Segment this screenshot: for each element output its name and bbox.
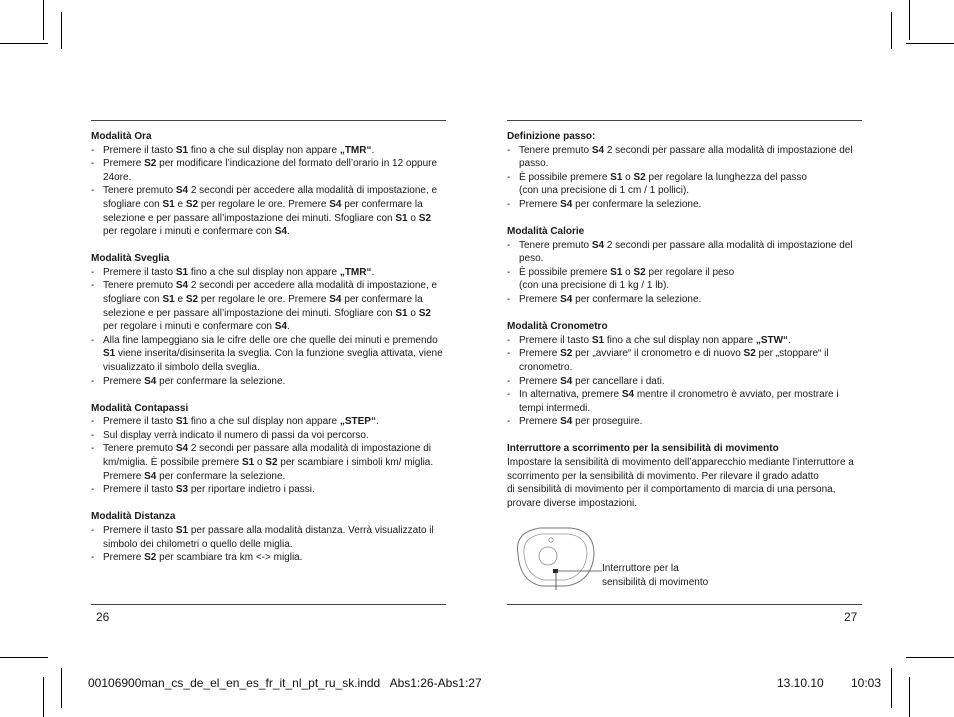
section-heading: Interruttore a scorrimento per la sensibilità di movimento xyxy=(507,443,779,455)
section-heading: Modalità Distanza xyxy=(91,511,176,523)
section-sensitivity-switch xyxy=(507,442,862,510)
device-screw xyxy=(549,538,553,542)
crop-mark xyxy=(909,677,910,717)
list-item: - Tenere premuto S4 2 secondi per passare alla modalità di impostazione del passo. xyxy=(507,144,862,171)
list-item: - Premere il tasto S1 fino a che sul display non appare „STW“. xyxy=(507,334,862,348)
bottom-rule-right xyxy=(507,604,862,605)
bullet-list xyxy=(507,334,862,429)
slug-time: 10:03 xyxy=(851,676,882,690)
right-page-content xyxy=(507,120,862,524)
list-item: - Premere S4 per cancellare i dati. xyxy=(507,375,862,389)
bullet-list xyxy=(91,524,446,565)
section-heading: Modalità Calorie xyxy=(507,226,585,238)
section-heading: Modalità Sveglia xyxy=(91,253,170,265)
section-modalita-distanza xyxy=(91,510,446,564)
section-modalita-calorie xyxy=(507,225,862,307)
crop-mark xyxy=(43,677,44,717)
bottom-rule-left xyxy=(91,604,446,605)
figure-caption xyxy=(602,562,708,589)
section-modalita-contapassi xyxy=(91,402,446,497)
file-slug: 00106900man_cs_de_el_en_es_fr_it_nl_pt_ru_sk.indd Abs1:26-Abs1:27 xyxy=(88,676,482,690)
list-item: - Premere S4 per confermare la selezione. xyxy=(507,293,862,307)
bullet-list xyxy=(91,415,446,497)
list-item: - Premere il tasto S1 per passare alla modalità distanza. Verrà visualizzato il simbolo dei chilometri o quello delle miglia. xyxy=(91,524,446,551)
list-item: - Alla fine lampeggiano sia le cifre delle ore che quelle dei minuti e premendo S1 viene inserita/disinserita la sveglia. Con la funzione sveglia attivata, viene visualizzato il simbolo della sveglia. xyxy=(91,334,446,375)
bullet-list xyxy=(507,239,862,307)
list-item: - Premere S4 per proseguire. xyxy=(507,415,862,429)
crop-mark xyxy=(906,657,954,658)
bullet-list xyxy=(91,144,446,239)
left-page-content xyxy=(91,120,446,578)
list-item: - Tenere premuto S4 2 secondi per passare alla modalità di impostazione del peso. xyxy=(507,239,862,266)
section-paragraph: Impostare la sensibilità di movimento dell’apparecchio mediante l’interruttore a scorrimento per la sensibilità di movimento. Per rilevare il grado adatto di sensibilità di movimento per il comportamento di marcia di una persona, provare diverse impostazioni. xyxy=(507,456,854,509)
crop-mark xyxy=(61,12,62,49)
device-button xyxy=(539,547,557,565)
crop-mark xyxy=(891,668,892,708)
section-modalita-cronometro xyxy=(507,320,862,429)
list-item: - Premere il tasto S1 fino a che sul display non appare „STEP“. xyxy=(91,415,446,429)
list-item: - Tenere premuto S4 2 secondi per accedere alla modalità di impostazione, e sfogliare con S1 e S2 per regolare le ore. Premere S4 per confermare la selezione e per passare all’impostazione dei minuti. Sfogliare con S1 o S2 per regolare i minuti e confermare con S4. xyxy=(91,184,446,238)
list-item: - Premere il tasto S1 fino a che sul display non appare „TMR“. xyxy=(91,144,446,158)
list-item: - È possibile premere S1 o S2 per regolare la lunghezza del passo (con una precisione di 1 cm / 1 pollici). xyxy=(507,171,862,198)
bullet-list xyxy=(507,144,862,212)
list-item: - Premere il tasto S3 per riportare indietro i passi. xyxy=(91,483,446,497)
list-item: - È possibile premere S1 o S2 per regolare il peso (con una precisione di 1 kg / 1 lb). xyxy=(507,266,862,293)
page-number-left: 26 xyxy=(96,610,110,624)
list-item: - Premere S2 per scambiare tra km <-> miglia. xyxy=(91,551,446,565)
crop-mark xyxy=(0,43,48,44)
list-item: - Premere il tasto S1 fino a che sul display non appare „TMR“. xyxy=(91,266,446,280)
crop-mark xyxy=(906,43,954,44)
list-item: - Premere S4 per confermare la selezione. xyxy=(91,375,446,389)
figure-caption-line: sensibilità di movimento xyxy=(602,576,709,588)
list-item: - Premere S4 per confermare la selezione. xyxy=(507,198,862,212)
section-heading: Definizione passo: xyxy=(507,131,596,142)
section-heading: Modalità Cronometro xyxy=(507,321,608,333)
crop-mark xyxy=(43,0,44,40)
crop-mark xyxy=(0,657,48,658)
list-item: - In alternativa, premere S4 mentre il cronometro è avviato, per mostrare i tempi intermedi. xyxy=(507,388,862,415)
slug-date: 13.10.10 xyxy=(777,676,824,690)
page-number-right: 27 xyxy=(844,610,858,624)
crop-mark xyxy=(61,668,62,708)
list-item: - Sul display verrà indicato il numero di passi da voi percorso. xyxy=(91,429,446,443)
list-item: - Premere S2 per modificare l’indicazione del formato dell’orario in 12 oppure 24ore. xyxy=(91,157,446,184)
device-inner-outline xyxy=(524,534,587,580)
figure-caption-line: Interruttore per la xyxy=(602,563,679,574)
crop-mark xyxy=(891,12,892,49)
bullet-list xyxy=(91,266,446,388)
section-heading: Modalità Ora xyxy=(91,131,152,142)
section-modalita-ora xyxy=(91,130,446,239)
section-modalita-sveglia xyxy=(91,252,446,388)
list-item: - Tenere premuto S4 2 secondi per accedere alla modalità di impostazione, e sfogliare con S1 e S2 per regolare le ore. Premere S4 per confermare la selezione e per passare all’impostazione dei minuti. Sfogliare con S1 o S2 per regolare i minuti e confermare con S4. xyxy=(91,279,446,333)
list-item: - Tenere premuto S4 2 secondi per passare alla modalità di impostazione di km/miglia. È possibile premere S1 o S2 per scambiare i simboli km/ miglia. Premere S4 per confermare la selezione. xyxy=(91,442,446,483)
section-definizione-passo xyxy=(507,130,862,212)
list-item: - Premere S2 per „avviare“ il cronometro e di nuovo S2 per „stoppare“ il cronometro. xyxy=(507,347,862,374)
section-heading: Modalità Contapassi xyxy=(91,402,189,414)
crop-mark xyxy=(909,0,910,40)
